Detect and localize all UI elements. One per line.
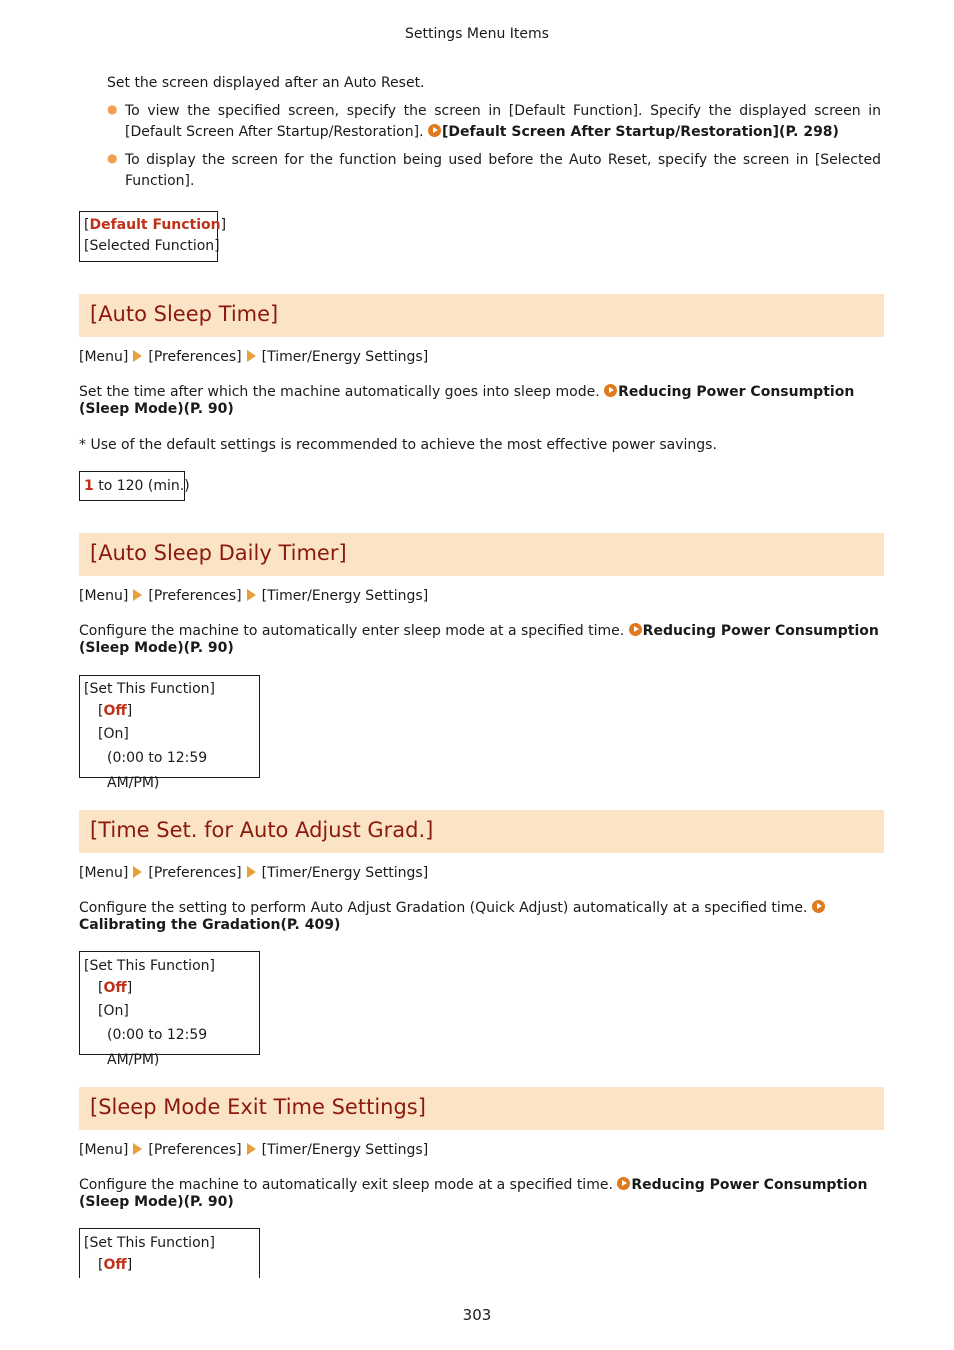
menu-path: [Menu] [Preferences] [Timer/Energy Settings] bbox=[79, 865, 429, 881]
page-header: Settings Menu Items bbox=[405, 26, 549, 42]
section-description: Configure the setting to perform Auto Adjust Gradation (Quick Adjust) automatically at a specified time. Calibrating the Gradation(P. 409) bbox=[79, 900, 884, 934]
cross-reference-link[interactable]: Reducing Power Consumption (Sleep Mode)(P. 90) bbox=[79, 623, 879, 656]
arrow-right-icon bbox=[133, 1143, 142, 1155]
link-arrow-icon bbox=[629, 623, 642, 636]
link-arrow-icon bbox=[604, 384, 617, 397]
options-box bbox=[79, 675, 260, 791]
link-arrow-icon bbox=[428, 124, 441, 137]
options-box bbox=[79, 1228, 260, 1278]
menu-path: [Menu] [Preferences] [Timer/Energy Settings] bbox=[79, 349, 429, 365]
section-description: Configure the machine to automatically enter sleep mode at a specified time. Reducing Power Consumption (Sleep Mode)(P. 90) bbox=[79, 623, 879, 656]
option-on: [On] bbox=[98, 726, 129, 742]
arrow-right-icon bbox=[247, 589, 256, 601]
cross-reference-link[interactable]: Reducing Power Consumption (Sleep Mode)(P. 90) bbox=[79, 384, 855, 417]
section-description: Configure the machine to automatically exit sleep mode at a specified time. Reducing Power Consumption (Sleep Mode)(P. 90) bbox=[79, 1177, 868, 1210]
option-time-range: (0:00 to 12:59 AM/PM) bbox=[107, 1027, 208, 1068]
option-default-function: [Default Function] bbox=[84, 217, 227, 233]
option-time-range: (0:00 to 12:59 AM/PM) bbox=[107, 750, 208, 791]
option-on: [On] bbox=[98, 1003, 129, 1019]
section-heading-bar bbox=[79, 810, 884, 853]
intro-text: Set the screen displayed after an Auto Reset. bbox=[107, 75, 425, 91]
menu-path: [Menu] [Preferences] [Timer/Energy Settings] bbox=[79, 588, 429, 604]
arrow-right-icon bbox=[133, 589, 142, 601]
bullet-icon: ● bbox=[107, 102, 118, 116]
section-note: * Use of the default settings is recommended to achieve the most effective power savings. bbox=[79, 437, 717, 453]
list-item bbox=[107, 150, 881, 192]
range-default-value: 1 bbox=[84, 478, 94, 494]
section-title: [Sleep Mode Exit Time Settings] bbox=[90, 1095, 426, 1119]
link-arrow-icon bbox=[812, 900, 825, 913]
link-arrow-icon bbox=[617, 1177, 630, 1190]
intro-bullet-list bbox=[107, 101, 881, 192]
bullet-icon: ● bbox=[107, 151, 118, 165]
options-box bbox=[79, 211, 227, 262]
arrow-right-icon bbox=[133, 350, 142, 362]
list-item bbox=[107, 101, 881, 143]
option-header: [Set This Function] bbox=[84, 1235, 215, 1251]
arrow-right-icon bbox=[247, 866, 256, 878]
option-header: [Set This Function] bbox=[84, 958, 215, 974]
cross-reference-link[interactable]: Calibrating the Gradation(P. 409) bbox=[79, 900, 826, 933]
section-title: [Auto Sleep Time] bbox=[90, 302, 279, 326]
arrow-right-icon bbox=[133, 866, 142, 878]
option-off: [Off] bbox=[98, 1257, 133, 1273]
option-header: [Set This Function] bbox=[84, 681, 215, 697]
option-selected-function: [Selected Function] bbox=[84, 238, 220, 254]
option-off: [Off] bbox=[98, 980, 133, 996]
option-off: [Off] bbox=[98, 703, 133, 719]
section-description: Set the time after which the machine automatically goes into sleep mode. Reducing Power Consumption (Sleep Mode)(P. 90) bbox=[79, 384, 855, 417]
arrow-right-icon bbox=[247, 350, 256, 362]
bullet-text: To view the specified screen, specify the screen in [Default Function]. Specify the displayed screen in [Default Screen After Startup/Restoration]. bbox=[125, 103, 881, 140]
arrow-right-icon bbox=[247, 1143, 256, 1155]
section-heading-bar bbox=[79, 294, 884, 337]
section-title: [Auto Sleep Daily Timer] bbox=[90, 541, 347, 565]
section-heading-bar bbox=[79, 533, 884, 576]
cross-reference-link[interactable]: [Default Screen After Startup/Restoration](P. 298) bbox=[428, 124, 839, 140]
menu-path: [Menu] [Preferences] [Timer/Energy Settings] bbox=[79, 1142, 429, 1158]
section-heading-bar bbox=[79, 1087, 884, 1130]
range-box: 1 to 120 (min.) bbox=[79, 471, 185, 501]
options-box bbox=[79, 951, 260, 1068]
section-title: [Time Set. for Auto Adjust Grad.] bbox=[90, 818, 434, 842]
page-number: 303 bbox=[462, 1306, 492, 1324]
cross-reference-link[interactable]: Reducing Power Consumption (Sleep Mode)(P. 90) bbox=[79, 1177, 868, 1210]
bullet-text: To display the screen for the function being used before the Auto Reset, specify the screen in [Selected Function]. bbox=[125, 152, 881, 189]
